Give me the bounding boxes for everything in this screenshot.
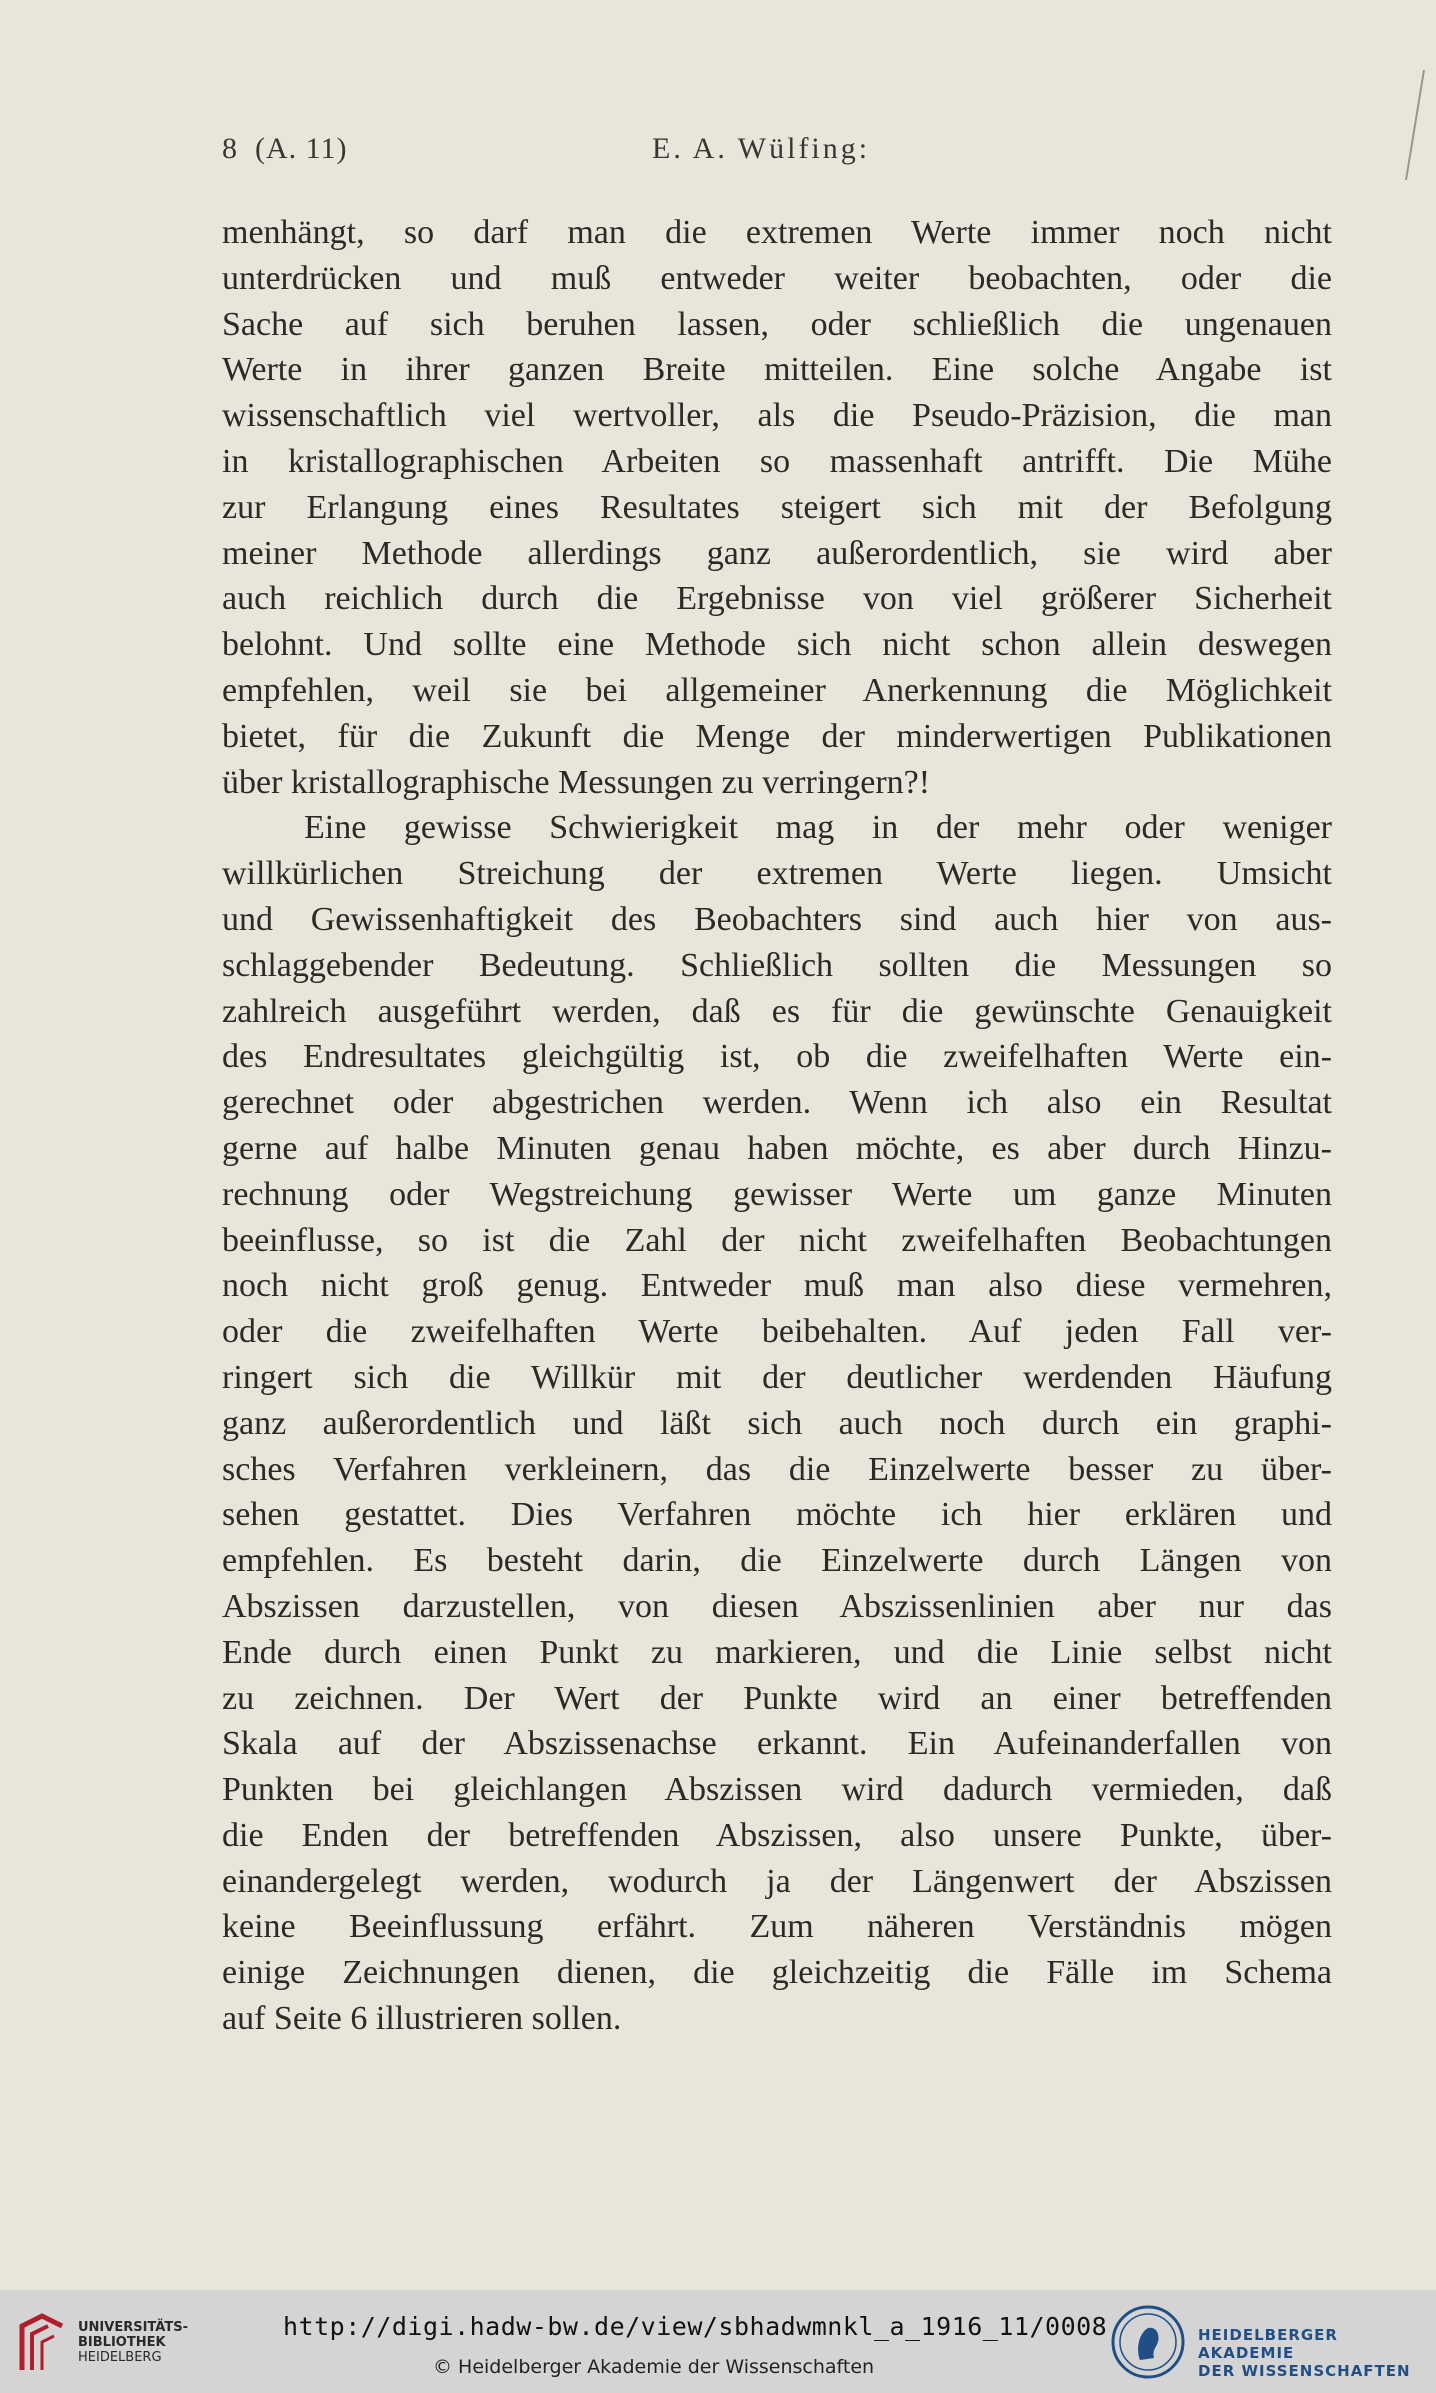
text-line: und Gewissenhaftigkeit des Beobachters sind auch hier von aus- xyxy=(222,900,1332,938)
text-line: willkürlichen Streichung der extremen Werte liegen. Umsicht xyxy=(222,855,1332,893)
text-line: zur Erlangung eines Resultates steigert sich mit der Befolgung xyxy=(222,488,1332,526)
text-line: zu zeichnen. Der Wert der Punkte wird an einer betreffenden xyxy=(222,1679,1332,1717)
text-line: in kristallographischen Arbeiten so massenhaft antrifft. Die Mühe xyxy=(222,442,1332,480)
copyright-notice: © Heidelberger Akademie der Wissenschaften xyxy=(433,2356,875,2378)
text-line: Punkten bei gleichlangen Abszissen wird dadurch vermieden, daß xyxy=(222,1771,1332,1809)
author-heading: E. A. Wülfing: xyxy=(652,132,871,165)
text-line: über kristallographische Messungen zu verringern?! xyxy=(222,763,931,801)
running-head xyxy=(222,132,1332,172)
paragraph-1 xyxy=(222,210,1332,805)
academy-name[interactable] xyxy=(1198,2326,1436,2380)
body-text xyxy=(222,210,1332,2042)
text-line: die Enden der betreffenden Abszissen, also unsere Punkte, über- xyxy=(222,1816,1332,1854)
text-line: rechnung oder Wegstreichung gewisser Werte um ganze Minuten xyxy=(222,1175,1332,1213)
library-name-line: UNIVERSITÄTS- xyxy=(78,2320,188,2335)
academy-name-line: DER WISSENSCHAFTEN xyxy=(1198,2362,1411,2380)
text-line: empfehlen. Es besteht darin, die Einzelwerte durch Längen von xyxy=(222,1542,1332,1580)
section-ref: (A. 11) xyxy=(255,132,348,165)
university-library-logo[interactable] xyxy=(16,2312,186,2374)
text-line: beeinflusse, so ist die Zahl der nicht zweifelhaften Beobachtungen xyxy=(222,1221,1332,1259)
page-number: 8 xyxy=(222,132,238,165)
page-corner-mark xyxy=(1388,70,1428,180)
text-line: empfehlen, weil sie bei allgemeiner Anerkennung die Möglichkeit xyxy=(222,671,1332,709)
library-name xyxy=(78,2320,188,2365)
academy-seal-icon[interactable] xyxy=(1110,2304,1186,2380)
text-line: oder die zweifelhaften Werte beibehalten. Auf jeden Fall ver- xyxy=(222,1313,1332,1351)
text-line: Sache auf sich beruhen lassen, oder schließlich die ungenauen xyxy=(222,305,1332,343)
library-logo-icon xyxy=(16,2312,68,2374)
text-line: Eine gewisse Schwierigkeit mag in der mehr oder weniger xyxy=(304,809,1332,847)
permalink-url[interactable]: http://digi.hadw-bw.de/view/sbhadwmnkl_a_1916_11/0008 xyxy=(283,2312,1108,2341)
text-line: schlaggebender Bedeutung. Schließlich sollten die Messungen so xyxy=(222,946,1332,984)
text-line: ringert sich die Willkür mit der deutlicher werdenden Häufung xyxy=(222,1358,1332,1396)
text-line: menhängt, so darf man die extremen Werte immer noch nicht xyxy=(222,214,1332,251)
text-line: einandergelegt werden, wodurch ja der Längenwert der Abszissen xyxy=(222,1862,1332,1900)
text-line: auf Seite 6 illustrieren sollen. xyxy=(222,2000,622,2038)
text-line: ganz außerordentlich und läßt sich auch noch durch ein graphi- xyxy=(222,1404,1332,1442)
academy-name-line: HEIDELBERGER AKADEMIE xyxy=(1198,2326,1338,2362)
text-line: gerne auf halbe Minuten genau haben möchte, es aber durch Hinzu- xyxy=(222,1129,1332,1167)
text-line: sehen gestattet. Dies Verfahren möchte ich hier erklären und xyxy=(222,1496,1332,1534)
viewer-footer xyxy=(0,2290,1436,2393)
paragraph-2 xyxy=(222,805,1332,2042)
text-line: sches Verfahren verkleinern, das die Einzelwerte besser zu über- xyxy=(222,1450,1332,1488)
text-line: keine Beeinflussung erfährt. Zum näheren Verständnis mögen xyxy=(222,1908,1332,1946)
text-line: einige Zeichnungen dienen, die gleichzeitig die Fälle im Schema xyxy=(222,1954,1332,1992)
text-line: Ende durch einen Punkt zu markieren, und die Linie selbst nicht xyxy=(222,1633,1332,1671)
text-line: zahlreich ausgeführt werden, daß es für die gewünschte Genauigkeit xyxy=(222,992,1332,1030)
text-line: unterdrücken und muß entweder weiter beobachten, oder die xyxy=(222,259,1332,297)
text-line: bietet, für die Zukunft die Menge der minderwertigen Publikationen xyxy=(222,717,1332,755)
text-line: des Endresultates gleichgültig ist, ob die zweifelhaften Werte ein- xyxy=(222,1038,1332,1076)
text-line: wissenschaftlich viel wertvoller, als die Pseudo-Präzision, die man xyxy=(222,397,1332,435)
text-line: Skala auf der Abszissenachse erkannt. Ein Aufeinanderfallen von xyxy=(222,1725,1332,1763)
text-line: gerechnet oder abgestrichen werden. Wenn ich also ein Resultat xyxy=(222,1084,1332,1122)
text-line: belohnt. Und sollte eine Methode sich nicht schon allein deswegen xyxy=(222,626,1332,664)
text-line: noch nicht groß genug. Entweder muß man also diese vermehren, xyxy=(222,1267,1332,1305)
library-name-line: BIBLIOTHEK xyxy=(78,2335,166,2350)
text-line: Abszissen darzustellen, von diesen Abszissenlinien aber nur das xyxy=(222,1587,1332,1625)
text-line: meiner Methode allerdings ganz außerordentlich, sie wird aber xyxy=(222,534,1332,572)
text-line: Werte in ihrer ganzen Breite mitteilen. Eine solche Angabe ist xyxy=(222,351,1332,389)
text-line: auch reichlich durch die Ergebnisse von viel größerer Sicherheit xyxy=(222,580,1332,618)
library-name-line: HEIDELBERG xyxy=(78,2350,162,2365)
page-number-and-section xyxy=(222,132,348,166)
